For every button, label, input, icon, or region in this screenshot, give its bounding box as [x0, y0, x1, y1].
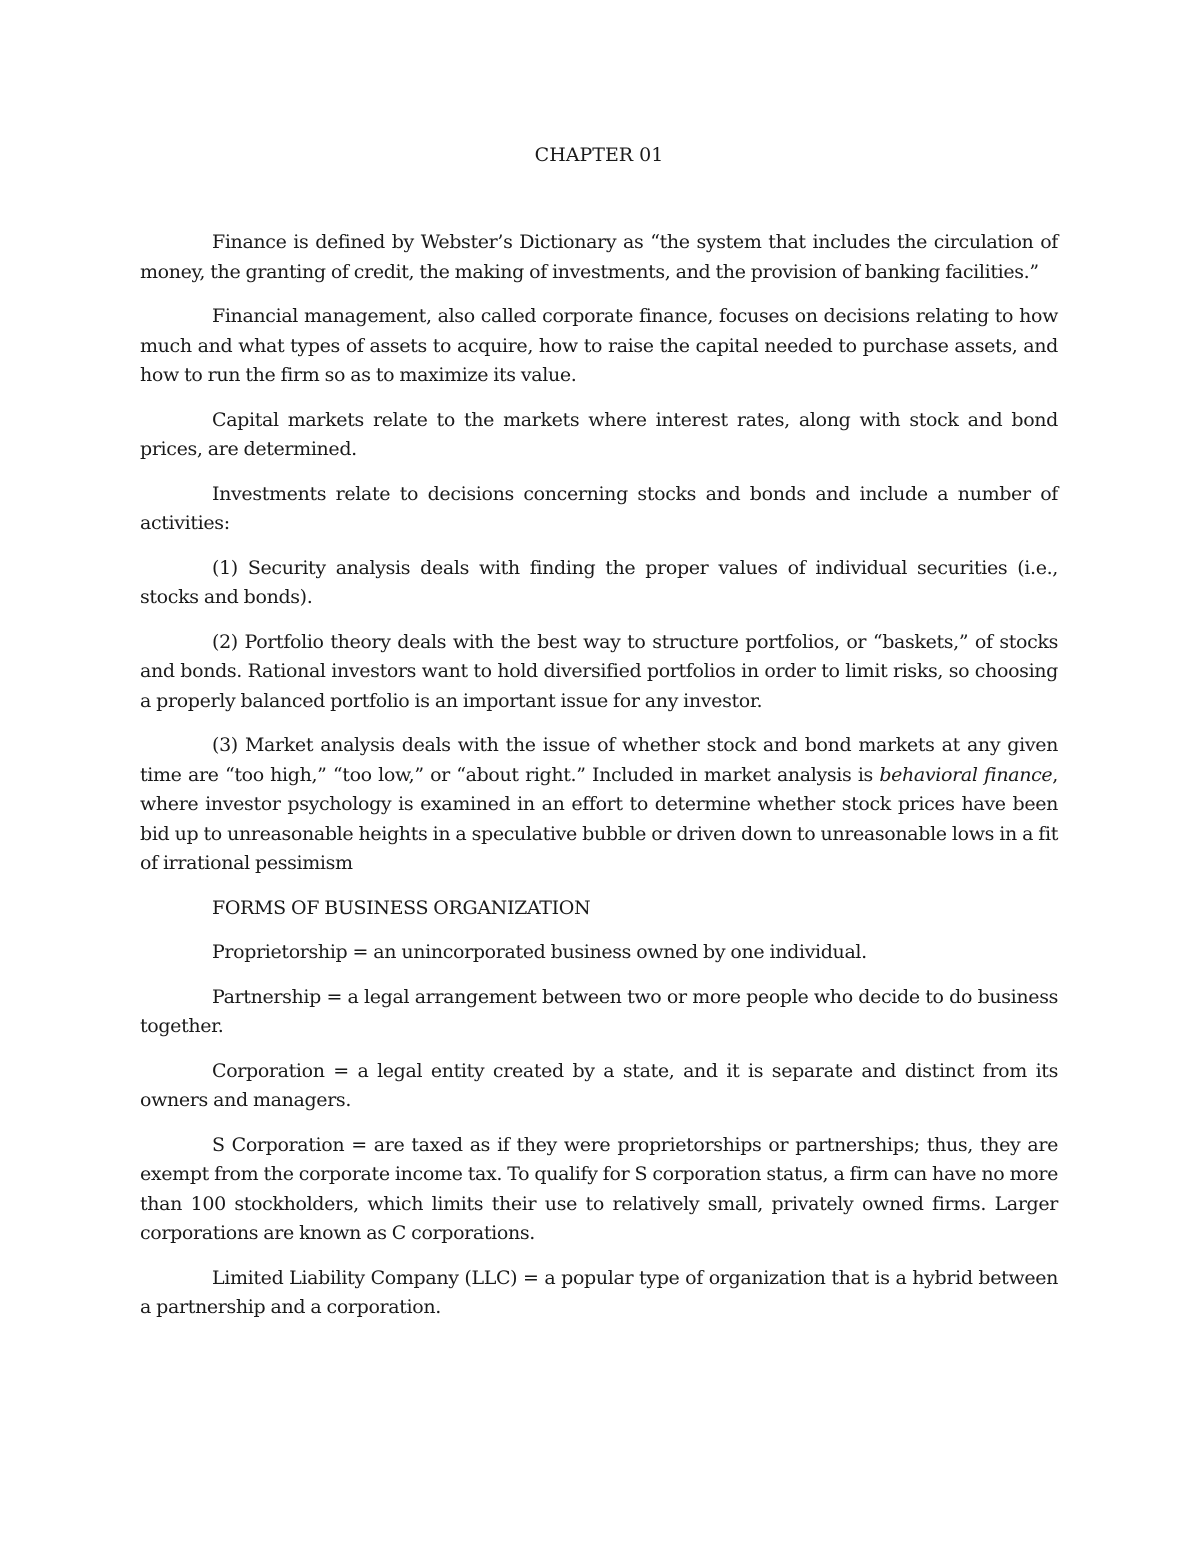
- paragraph-partnership: Partnership = a legal arrangement between two or more people who decide to do business together.: [140, 985, 1058, 1037]
- paragraph-s-corporation: S Corporation = are taxed as if they were proprietorships or partnerships; thus, they are exempt from the corporate income tax. To qualify for S corporation status, a firm can have no more than 100 stockholders, which limits their use to relatively small, privately owned firms. Larger corporations are known as C corporations.: [140, 1133, 1058, 1244]
- paragraph-finance-definition: Finance is defined by Webster’s Dictionary as “the system that includes the circulation of money, the granting of credit, the making of investments, and the provision of banking facilities.”: [140, 231, 1058, 283]
- section-heading-forms: FORMS OF BUSINESS ORGANIZATION: [212, 896, 591, 919]
- paragraph-portfolio-theory: (2) Portfolio theory deals with the best way to structure portfolios, or “baskets,” of stocks and bonds. Rational investors want to hold diversified portfolios in order to limit risks, so choosing a properly balanced portfolio is an important issue for any investor.: [140, 630, 1058, 712]
- document-body: [140, 140, 1058, 1338]
- paragraph-capital-markets: Capital markets relate to the markets where interest rates, along with stock and bond prices, are determined.: [140, 408, 1058, 460]
- market-analysis-text-end: , where investor psychology is examined in an effort to determine whether stock prices have been bid up to unreasonable heights in a speculative bubble or driven down to unreasonable lows in a fit of irrational pessimism: [140, 763, 1058, 874]
- behavioral-finance-term: behavioral finance: [879, 763, 1053, 786]
- paragraph-financial-management: Financial management, also called corporate finance, focuses on decisions relating to how much and what types of assets to acquire, how to raise the capital needed to purchase assets, and how to run the firm so as to maximize its value.: [140, 305, 1058, 386]
- paragraph-security-analysis: (1) Security analysis deals with finding the proper values of individual securities (i.e., stocks and bonds).: [140, 556, 1058, 608]
- chapter-title: CHAPTER 01: [534, 144, 664, 166]
- paragraph-proprietorship: Proprietorship = an unincorporated business owned by one individual.: [212, 941, 867, 963]
- paragraph-corporation: Corporation = a legal entity created by a state, and it is separate and distinct from its owners and managers.: [140, 1059, 1058, 1111]
- paragraph-investments: Investments relate to decisions concerning stocks and bonds and include a number of activities:: [140, 482, 1058, 534]
- market-analysis-text-start: (3) Market analysis deals with the issue of whether stock and bond markets at any given time are “too high,” “too low,” or “about right.” Included in market analysis is: [140, 734, 1058, 786]
- paragraph-llc: Limited Liability Company (LLC) = a popular type of organization that is a hybrid between a partnership and a corporation.: [140, 1266, 1058, 1318]
- paragraph-market-analysis: [140, 731, 1058, 879]
